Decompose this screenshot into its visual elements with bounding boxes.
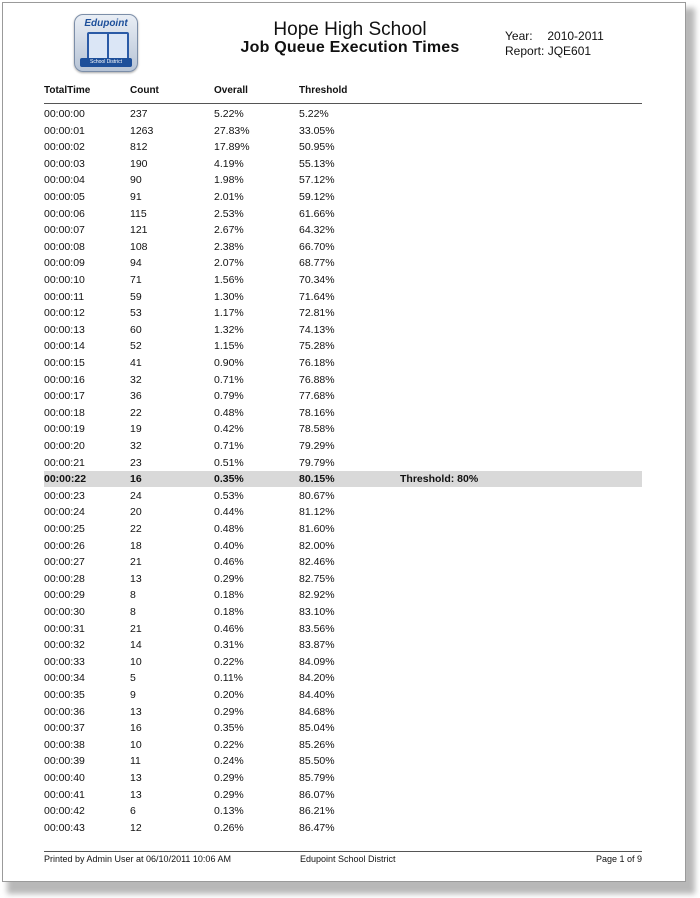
year-info xyxy=(505,29,604,43)
overall-cell: 2.38% xyxy=(214,240,244,253)
threshold-cell: 76.18% xyxy=(299,357,335,369)
threshold-cell: 80.15% xyxy=(299,473,335,486)
time-cell: 00:00:13 xyxy=(44,323,85,336)
table-row xyxy=(44,438,642,454)
overall-cell: 5.22% xyxy=(214,108,244,120)
time-cell: 00:00:32 xyxy=(44,639,85,652)
overall-cell: 1.56% xyxy=(214,274,244,286)
time-cell: 00:00:25 xyxy=(44,523,85,535)
overall-cell: 0.18% xyxy=(214,589,244,602)
count-cell: 32 xyxy=(130,440,142,452)
threshold-cell: 57.12% xyxy=(299,174,335,187)
count-cell: 19 xyxy=(130,423,142,436)
table-row xyxy=(44,255,642,271)
table-row xyxy=(44,504,642,520)
count-cell: 10 xyxy=(130,738,142,751)
threshold-cell: 81.12% xyxy=(299,506,335,519)
overall-cell: 0.46% xyxy=(214,622,244,635)
count-cell: 812 xyxy=(130,141,148,154)
report-info xyxy=(505,44,591,58)
threshold-cell: 83.87% xyxy=(299,639,335,652)
time-cell: 00:00:42 xyxy=(44,805,85,818)
table-row xyxy=(44,338,642,354)
time-cell: 00:00:11 xyxy=(44,290,85,303)
count-cell: 41 xyxy=(130,357,142,369)
threshold-cell: 82.75% xyxy=(299,572,335,585)
overall-cell: 0.29% xyxy=(214,772,244,784)
table-row xyxy=(44,637,642,653)
threshold-cell: 82.92% xyxy=(299,589,335,602)
table-row xyxy=(44,654,642,670)
count-cell: 5 xyxy=(130,672,136,685)
threshold-cell: 86.47% xyxy=(299,821,335,834)
table-row xyxy=(44,206,642,222)
count-cell: 36 xyxy=(130,390,142,403)
table-row xyxy=(44,488,642,504)
overall-cell: 0.29% xyxy=(214,572,244,585)
threshold-cell: 72.81% xyxy=(299,307,335,320)
table-row xyxy=(44,687,642,703)
threshold-cell: 79.29% xyxy=(299,440,335,452)
threshold-cell: 80.67% xyxy=(299,489,335,502)
overall-cell: 0.18% xyxy=(214,606,244,618)
table-row xyxy=(44,554,642,570)
overall-cell: 0.46% xyxy=(214,556,244,569)
threshold-cell: 74.13% xyxy=(299,323,335,336)
threshold-cell: 78.58% xyxy=(299,423,335,436)
table-row xyxy=(44,571,642,587)
overall-cell: 0.79% xyxy=(214,390,244,403)
count-cell: 22 xyxy=(130,406,142,419)
time-cell: 00:00:21 xyxy=(44,456,85,469)
time-cell: 00:00:43 xyxy=(44,821,85,834)
time-cell: 00:00:00 xyxy=(44,108,85,120)
table-row xyxy=(44,770,642,786)
overall-cell: 1.32% xyxy=(214,323,244,336)
table-row xyxy=(44,787,642,803)
table-row xyxy=(44,156,642,172)
time-cell: 00:00:08 xyxy=(44,240,85,253)
time-cell: 00:00:37 xyxy=(44,722,85,735)
overall-cell: 4.19% xyxy=(214,157,244,170)
overall-cell: 1.98% xyxy=(214,174,244,187)
threshold-cell: 84.40% xyxy=(299,689,335,701)
count-cell: 12 xyxy=(130,821,142,834)
time-cell: 00:00:30 xyxy=(44,606,85,618)
threshold-cell: 85.26% xyxy=(299,738,335,751)
table-row xyxy=(44,820,642,836)
column-header-overall: Overall xyxy=(214,85,248,96)
overall-cell: 0.26% xyxy=(214,821,244,834)
overall-cell: 0.71% xyxy=(214,373,244,386)
time-cell: 00:00:29 xyxy=(44,589,85,602)
threshold-cell: 82.46% xyxy=(299,556,335,569)
time-cell: 00:00:18 xyxy=(44,406,85,419)
table-row xyxy=(44,455,642,471)
threshold-cell: 61.66% xyxy=(299,207,335,220)
count-cell: 16 xyxy=(130,473,142,486)
threshold-cell: 64.32% xyxy=(299,224,335,237)
book-icon xyxy=(87,32,129,60)
threshold-cell: 70.34% xyxy=(299,274,335,286)
overall-cell: 0.51% xyxy=(214,456,244,469)
count-cell: 13 xyxy=(130,572,142,585)
time-cell: 00:00:10 xyxy=(44,274,85,286)
threshold-note: Threshold: 80% xyxy=(400,473,479,486)
threshold-cell: 68.77% xyxy=(299,257,335,270)
count-cell: 23 xyxy=(130,456,142,469)
table-row xyxy=(44,720,642,736)
threshold-cell: 50.95% xyxy=(299,141,335,154)
time-cell: 00:00:23 xyxy=(44,489,85,502)
time-cell: 00:00:17 xyxy=(44,390,85,403)
time-cell: 00:00:34 xyxy=(44,672,85,685)
overall-cell: 0.90% xyxy=(214,357,244,369)
overall-cell: 0.44% xyxy=(214,506,244,519)
time-cell: 00:00:14 xyxy=(44,340,85,353)
threshold-cell: 82.00% xyxy=(299,539,335,552)
table-row xyxy=(44,405,642,421)
time-cell: 00:00:24 xyxy=(44,506,85,519)
table-row xyxy=(44,322,642,338)
threshold-cell: 85.79% xyxy=(299,772,335,784)
overall-cell: 0.31% xyxy=(214,639,244,652)
overall-cell: 0.35% xyxy=(214,722,244,735)
threshold-cell: 78.16% xyxy=(299,406,335,419)
time-cell: 00:00:16 xyxy=(44,373,85,386)
count-cell: 59 xyxy=(130,290,142,303)
threshold-cell: 5.22% xyxy=(299,108,329,120)
table-row xyxy=(44,139,642,155)
table-row xyxy=(44,803,642,819)
threshold-cell: 33.05% xyxy=(299,124,335,137)
table-row xyxy=(44,604,642,620)
threshold-cell: 71.64% xyxy=(299,290,335,303)
table-row xyxy=(44,372,642,388)
table-row xyxy=(44,239,642,255)
count-cell: 190 xyxy=(130,157,148,170)
report-title: Job Queue Execution Times xyxy=(240,39,460,56)
time-cell: 00:00:31 xyxy=(44,622,85,635)
count-cell: 11 xyxy=(130,755,141,768)
count-cell: 60 xyxy=(130,323,142,336)
overall-cell: 1.17% xyxy=(214,307,244,320)
overall-cell: 27.83% xyxy=(214,124,250,137)
table-row xyxy=(44,538,642,554)
column-header-count: Count xyxy=(130,85,159,96)
time-cell: 00:00:39 xyxy=(44,755,85,768)
overall-cell: 0.53% xyxy=(214,489,244,502)
overall-cell: 0.35% xyxy=(214,473,244,486)
threshold-cell: 86.07% xyxy=(299,788,335,801)
edupoint-logo xyxy=(74,14,138,72)
overall-cell: 0.20% xyxy=(214,689,244,701)
overall-cell: 1.15% xyxy=(214,340,244,353)
table-row xyxy=(44,587,642,603)
threshold-cell: 77.68% xyxy=(299,390,335,403)
time-cell: 00:00:20 xyxy=(44,440,85,452)
count-cell: 21 xyxy=(130,622,142,635)
threshold-cell: 59.12% xyxy=(299,191,335,203)
count-cell: 32 xyxy=(130,373,142,386)
overall-cell: 0.11% xyxy=(214,672,243,685)
table-row xyxy=(44,521,642,537)
time-cell: 00:00:12 xyxy=(44,307,85,320)
count-cell: 22 xyxy=(130,523,142,535)
count-cell: 94 xyxy=(130,257,142,270)
threshold-cell: 85.50% xyxy=(299,755,335,768)
count-cell: 13 xyxy=(130,788,142,801)
count-cell: 53 xyxy=(130,307,142,320)
threshold-cell: 86.21% xyxy=(299,805,335,818)
count-cell: 24 xyxy=(130,489,142,502)
count-cell: 14 xyxy=(130,639,142,652)
time-cell: 00:00:09 xyxy=(44,257,85,270)
footer-district: Edupoint School District xyxy=(300,854,396,864)
threshold-cell: 85.04% xyxy=(299,722,335,735)
threshold-cell: 75.28% xyxy=(299,340,335,353)
count-cell: 8 xyxy=(130,606,136,618)
time-cell: 00:00:02 xyxy=(44,141,85,154)
report-label: Report: xyxy=(505,44,545,58)
table-row xyxy=(44,704,642,720)
count-cell: 10 xyxy=(130,655,142,668)
printed-by: Printed by Admin User at 06/10/2011 10:06 AM xyxy=(44,854,231,864)
logo-subtitle: School District xyxy=(80,58,132,67)
time-cell: 00:00:27 xyxy=(44,556,85,569)
table-row xyxy=(44,621,642,637)
column-header-threshold: Threshold xyxy=(299,85,348,96)
time-cell: 00:00:01 xyxy=(44,124,85,137)
table-row xyxy=(44,421,642,437)
overall-cell: 0.71% xyxy=(214,440,244,452)
threshold-cell: 84.09% xyxy=(299,655,335,668)
table-row xyxy=(44,272,642,288)
table-row xyxy=(44,305,642,321)
time-cell: 00:00:26 xyxy=(44,539,85,552)
count-cell: 1263 xyxy=(130,124,154,137)
overall-cell: 0.48% xyxy=(214,406,244,419)
time-cell: 00:00:06 xyxy=(44,207,85,220)
threshold-cell: 84.68% xyxy=(299,705,335,718)
report-code: JQE601 xyxy=(547,44,592,58)
table-row xyxy=(44,222,642,238)
count-cell: 13 xyxy=(130,772,142,784)
table-row xyxy=(44,172,642,188)
threshold-cell: 84.20% xyxy=(299,672,335,685)
overall-cell: 0.29% xyxy=(214,705,244,718)
count-cell: 13 xyxy=(130,705,142,718)
count-cell: 90 xyxy=(130,174,142,187)
time-cell: 00:00:28 xyxy=(44,572,85,585)
page-number: Page 1 of 9 xyxy=(596,854,643,864)
overall-cell: 0.13% xyxy=(214,805,244,818)
time-cell: 00:00:40 xyxy=(44,772,85,784)
count-cell: 21 xyxy=(130,556,142,569)
overall-cell: 2.07% xyxy=(214,257,244,270)
table-row xyxy=(44,123,642,139)
threshold-row xyxy=(44,471,642,487)
time-cell: 00:00:22 xyxy=(44,473,87,486)
time-cell: 00:00:38 xyxy=(44,738,85,751)
count-cell: 71 xyxy=(130,274,142,286)
overall-cell: 17.89% xyxy=(214,141,250,154)
count-cell: 108 xyxy=(130,240,148,253)
overall-cell: 0.22% xyxy=(214,655,244,668)
school-name: Hope High School xyxy=(273,19,427,40)
overall-cell: 2.01% xyxy=(214,191,244,203)
table-row xyxy=(44,753,642,769)
table-row xyxy=(44,106,642,122)
overall-cell: 2.67% xyxy=(214,224,244,237)
count-cell: 121 xyxy=(130,224,148,237)
table-row xyxy=(44,355,642,371)
year-label: Year: xyxy=(505,29,533,43)
overall-cell: 2.53% xyxy=(214,207,244,220)
count-cell: 237 xyxy=(130,108,148,120)
threshold-cell: 83.10% xyxy=(299,606,335,618)
count-cell: 9 xyxy=(130,689,136,701)
count-cell: 8 xyxy=(130,589,136,602)
time-cell: 00:00:36 xyxy=(44,705,85,718)
logo-brand: Edupoint xyxy=(84,18,128,29)
time-cell: 00:00:03 xyxy=(44,157,85,170)
time-cell: 00:00:05 xyxy=(44,191,85,203)
count-cell: 16 xyxy=(130,722,142,735)
table-row xyxy=(44,189,642,205)
threshold-cell: 83.56% xyxy=(299,622,335,635)
table-row xyxy=(44,737,642,753)
overall-cell: 0.48% xyxy=(214,523,244,535)
overall-cell: 0.40% xyxy=(214,539,244,552)
count-cell: 6 xyxy=(130,805,136,818)
time-cell: 00:00:15 xyxy=(44,357,85,369)
time-cell: 00:00:33 xyxy=(44,655,85,668)
threshold-cell: 66.70% xyxy=(299,240,335,253)
threshold-cell: 79.79% xyxy=(299,456,335,469)
overall-cell: 0.24% xyxy=(214,755,244,768)
table-row xyxy=(44,388,642,404)
year-value: 2010-2011 xyxy=(547,29,604,43)
footer-divider xyxy=(44,851,642,852)
count-cell: 20 xyxy=(130,506,142,519)
time-cell: 00:00:41 xyxy=(44,788,85,801)
threshold-cell: 55.13% xyxy=(299,157,335,170)
column-header-totaltime: TotalTime xyxy=(44,85,91,96)
time-cell: 00:00:07 xyxy=(44,224,85,237)
overall-cell: 0.29% xyxy=(214,788,244,801)
threshold-cell: 76.88% xyxy=(299,373,335,386)
table-row xyxy=(44,670,642,686)
threshold-cell: 81.60% xyxy=(299,523,335,535)
overall-cell: 0.22% xyxy=(214,738,244,751)
count-cell: 52 xyxy=(130,340,142,353)
header-divider xyxy=(44,103,642,104)
count-cell: 115 xyxy=(130,207,147,220)
time-cell: 00:00:35 xyxy=(44,689,85,701)
overall-cell: 1.30% xyxy=(214,290,244,303)
overall-cell: 0.42% xyxy=(214,423,244,436)
table-row xyxy=(44,289,642,305)
count-cell: 18 xyxy=(130,539,142,552)
time-cell: 00:00:19 xyxy=(44,423,85,436)
time-cell: 00:00:04 xyxy=(44,174,85,187)
count-cell: 91 xyxy=(130,191,142,203)
